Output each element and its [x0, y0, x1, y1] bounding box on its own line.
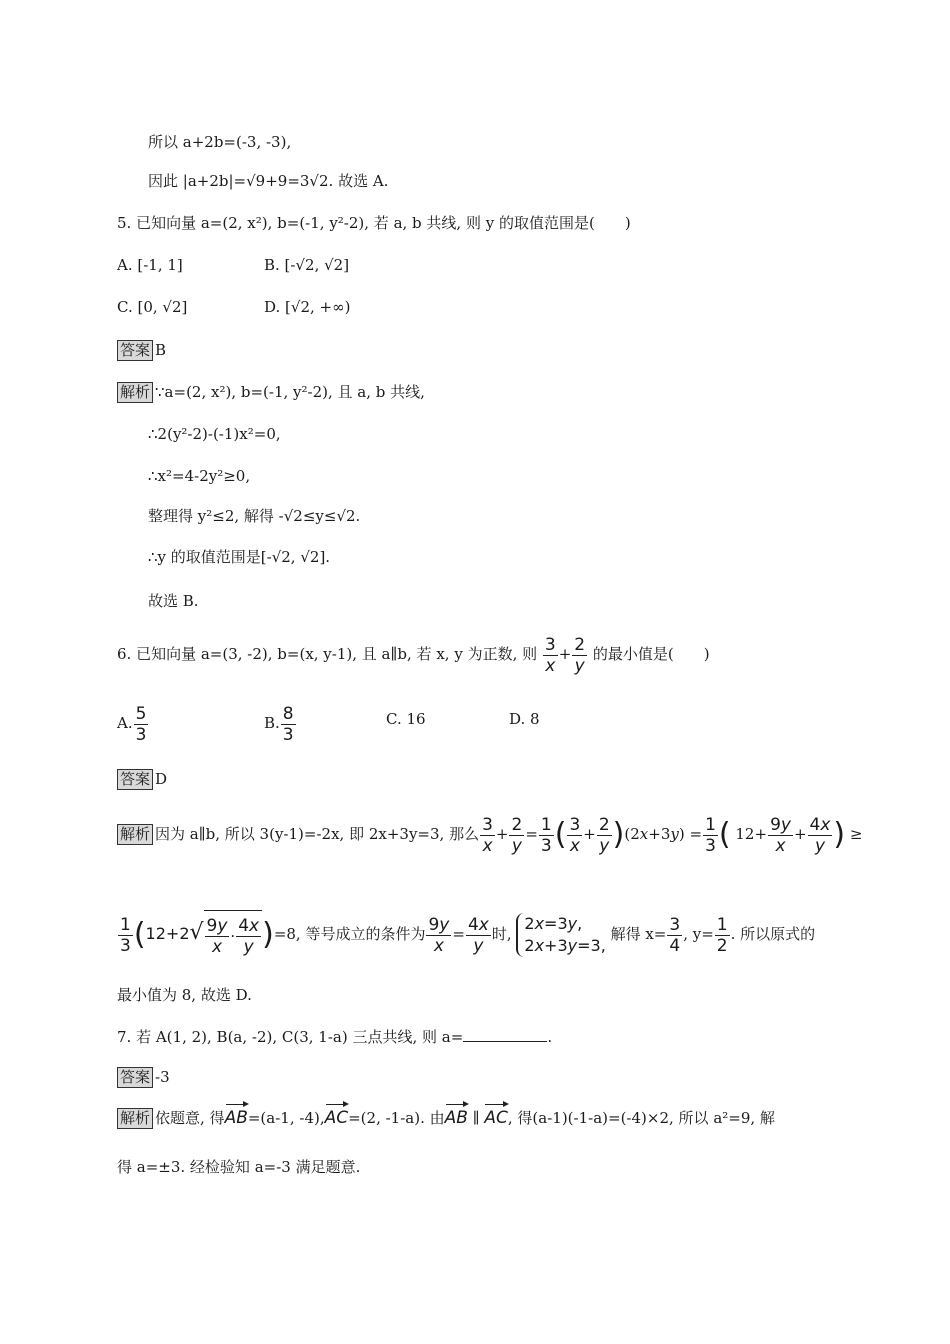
- q5-option-a: A. [-1, 1]: [117, 256, 183, 274]
- q6-analysis-line-3: 最小值为 8, 故选 D.: [117, 986, 252, 1004]
- q6-analysis-text-3: 时,: [491, 925, 512, 943]
- q6-analysis-text-5: , y=: [683, 925, 714, 943]
- vector-ac: AC: [325, 1104, 349, 1132]
- q5-step-5: ∴y 的取值范围是[-√2, √2].: [148, 548, 331, 566]
- q5-step-2: ∴2(y²-2)-(-1)x²=0,: [148, 425, 281, 443]
- answer-tag: 答案: [117, 340, 153, 361]
- q5-analysis: [117, 381, 425, 403]
- q7-stem: 7. 若 A(1, 2), B(a, -2), C(3, 1-a) 三点共线, 则 a= .: [117, 1028, 553, 1046]
- q6-analysis-text: 因为 a∥b, 所以 3(y-1)=-2x, 即 2x+3y=3, 那么: [155, 825, 480, 843]
- q6-analysis-line-2: $\frac{1}{3}$ (12+2√ $\frac{9y}{x}$ · $\frac{4x}{y}$ )=8, 等号成立的条件为 $\frac{9y}{x}$ = $\frac{4x}{y}$ 时, 2x=3y, 2x+3y=3, 解得 x= $\frac{3}{4}$ , y= $\frac{1}{2}$ . 所以原式的: [117, 908, 815, 961]
- q6-stem-text: 6. 已知向量 a=(3, -2), b=(x, y-1), 且 a∥b, 若 x, y 为正数, 则: [117, 645, 538, 663]
- q5-step-4: 整理得 y²≤2, 解得 -√2≤y≤√2.: [148, 507, 361, 525]
- q6-analysis-text-2: =8, 等号成立的条件为: [273, 925, 426, 943]
- line-2: 因此 |a+2b|=√9+9=3√2. 故选 A.: [148, 172, 389, 190]
- q6-analysis-text-4: 解得 x=: [610, 925, 667, 943]
- q6-analysis-line-1: 解析 因为 a∥b, 所以 3(y-1)=-2x, 即 2x+3y=3, 那么 $\frac{3}{x}$ + $\frac{2}{y}$ = $\frac{1}{3}$ ( $\frac{3}{x}$ + $\frac{2}{y}$ )(2x+3y) = $\frac{1}{3}$ ( 12+ $\frac{9y}{x}$ + $\frac{4x}{y}$ ) ≥: [117, 812, 862, 857]
- q6-answer-value: D: [155, 770, 168, 788]
- q6-stem-tail: 的最小值是( ): [592, 645, 710, 663]
- q7-analysis-line-2: 得 a=±3. 经检验知 a=-3 满足题意.: [117, 1158, 361, 1176]
- answer-tag: 答案: [117, 769, 153, 790]
- analysis-tag: 解析: [117, 1108, 153, 1129]
- answer-tag: 答案: [117, 1067, 153, 1088]
- fraction-3-over-x: $\frac{3}{x}$: [544, 634, 556, 676]
- analysis-tag: 解析: [117, 824, 153, 845]
- equation-system: 2x=3y, 2x+3y=3,: [516, 913, 605, 957]
- line-1: 所以 a+2b=(-3, -3),: [148, 133, 292, 151]
- q5-answer: [117, 339, 166, 361]
- vector-ac: AC: [484, 1104, 508, 1132]
- q5-step-6: 故选 B.: [148, 592, 199, 610]
- q7-stem-text: 7. 若 A(1, 2), B(a, -2), C(3, 1-a) 三点共线, 则 a=: [117, 1028, 464, 1046]
- q5-step-3: ∴x²=4-2y²≥0,: [148, 467, 251, 485]
- analysis-tag: 解析: [117, 382, 153, 403]
- q7-analysis-text-3: =(2, -1-a). 由: [348, 1109, 445, 1127]
- q5-stem: 5. 已知向量 a=(2, x²), b=(-1, y²-2), 若 a, b 共线, 则 y 的取值范围是( ): [117, 214, 631, 232]
- q7-analysis-text-4: , 得(a-1)(-1-a)=(-4)×2, 所以 a²=9, 解: [507, 1109, 775, 1127]
- q7-analysis-line-1: 解析 依题意, 得AB=(a-1, -4),AC=(2, -1-a). 由AB ∥ AC, 得(a-1)(-1-a)=(-4)×2, 所以 a²=9, 解: [117, 1104, 775, 1132]
- q6-analysis-text-6: . 所以原式的: [730, 925, 816, 943]
- q6-option-c: C. 16: [386, 710, 426, 728]
- q6-option-d: D. 8: [509, 710, 540, 728]
- fraction-2-over-y: $\frac{2}{y}$: [574, 634, 586, 676]
- q7-answer-value: -3: [155, 1068, 170, 1086]
- q6-answer: [117, 768, 167, 790]
- q7-analysis-text-2: =(a-1, -4),: [247, 1109, 325, 1127]
- q6-option-a: A. $\frac{5}{3}$: [117, 703, 147, 745]
- q6-option-b-label: B.: [264, 714, 280, 732]
- answer-blank: [463, 1027, 547, 1042]
- q5-answer-value: B: [155, 341, 167, 359]
- vector-ab: AB: [225, 1104, 248, 1132]
- q5-option-d: D. [√2, +∞): [264, 298, 351, 316]
- q5-option-b: B. [-√2, √2]: [264, 256, 350, 274]
- q6-stem: 6. 已知向量 a=(3, -2), b=(x, y-1), 且 a∥b, 若 x, y 为正数, 则 $\frac{3}{x}$ + $\frac{2}{y}$ 的最小值是( ): [117, 634, 710, 676]
- q6-option-a-label: A.: [117, 714, 133, 732]
- q7-analysis-text: 依题意, 得: [155, 1109, 225, 1127]
- q6-option-b: B. $\frac{8}{3}$: [264, 703, 294, 745]
- q5-option-c: C. [0, √2]: [117, 298, 188, 316]
- vector-ab: AB: [445, 1104, 468, 1132]
- q5-step-1: ∵a=(2, x²), b=(-1, y²-2), 且 a, b 共线,: [155, 383, 425, 401]
- q7-answer: [117, 1066, 170, 1088]
